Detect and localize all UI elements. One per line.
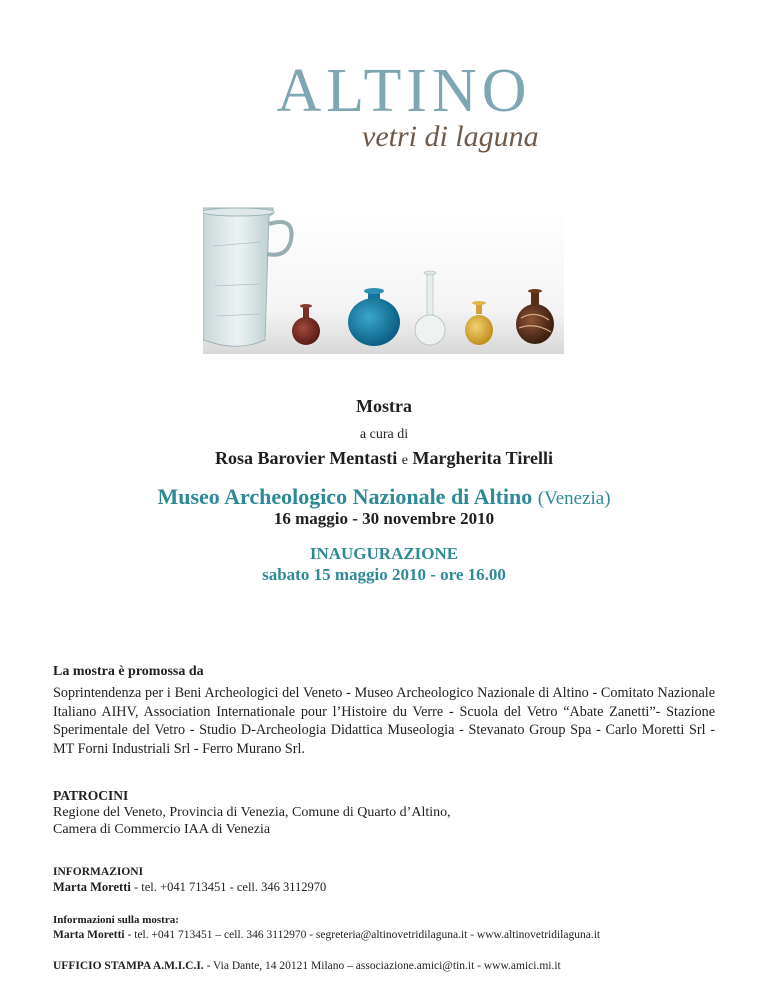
patronage-line-2: Camera di Commercio IAA di Venezia [53,822,271,837]
patronage-heading: PATROCINI [53,788,129,803]
logo-title: ALTINO [276,57,532,125]
glass-vessels-image [203,206,564,354]
press-details: - Via Dante, 14 20121 Milano – associazione.amici@tin.it - www.amici.mi.it [203,960,561,972]
info-name: Marta Moretti [53,880,131,894]
press-office [53,960,561,972]
patronage-line-1: Regione del Veneto, Provincia di Venezia, Comune di Quarto d’Altino, [53,805,451,820]
logo-subtitle: vetri di laguna [362,120,539,153]
promoters-text: Soprintendenza per i Beni Archeologici del Veneto - Museo Archeologico Nazionale di Altino - Comitato Nazionale Italiano AIHV, Association Internationale pour l’Histoire du Verre - Scuola del Vetro “Abate Zanetti”- Stazione Sperimentale del Vetro - Studio D-Archeologia Didattica Museologia - Stevanato Group Spa - Carlo Moretti Srl - MT Forni Industriali Srl - Ferro Murano Srl. [53,685,715,757]
show-info-contact [53,929,600,941]
exhibition-dates: 16 maggio - 30 novembre 2010 [273,509,495,528]
curated-by: a cura di [359,427,409,442]
press-name: UFFICIO STAMPA A.M.I.C.I. [53,960,204,972]
show-info-details: - tel. +041 713451 – cell. 346 3112970 - segreteria@altinovetridilaguna.it - www.altinovetridilaguna.it [124,929,601,941]
curator-conjunction: e [401,453,409,468]
curator-1: Rosa Barovier Mentasti [214,448,398,468]
info-details: - tel. +041 713451 - cell. 346 3112970 [130,880,327,894]
museum-city: (Venezia) [537,488,611,509]
info-contact [53,880,326,895]
show-info-heading: Informazioni sulla mostra: [53,914,179,926]
promoters-heading: La mostra è promossa da [53,664,204,679]
inauguration-date: sabato 15 maggio 2010 - ore 16.00 [262,565,506,584]
info-heading: INFORMAZIONI [53,866,144,878]
curators [0,448,768,469]
museum-name [0,484,768,510]
inauguration-label: INAUGURAZIONE [309,544,459,563]
event-label: Mostra [356,396,412,416]
patronage-text [53,804,451,838]
museum-title: Museo Archeologico Nazionale di Altino [157,484,533,509]
curator-2: Margherita Tirelli [412,448,553,468]
show-info-name: Marta Moretti [53,929,125,941]
